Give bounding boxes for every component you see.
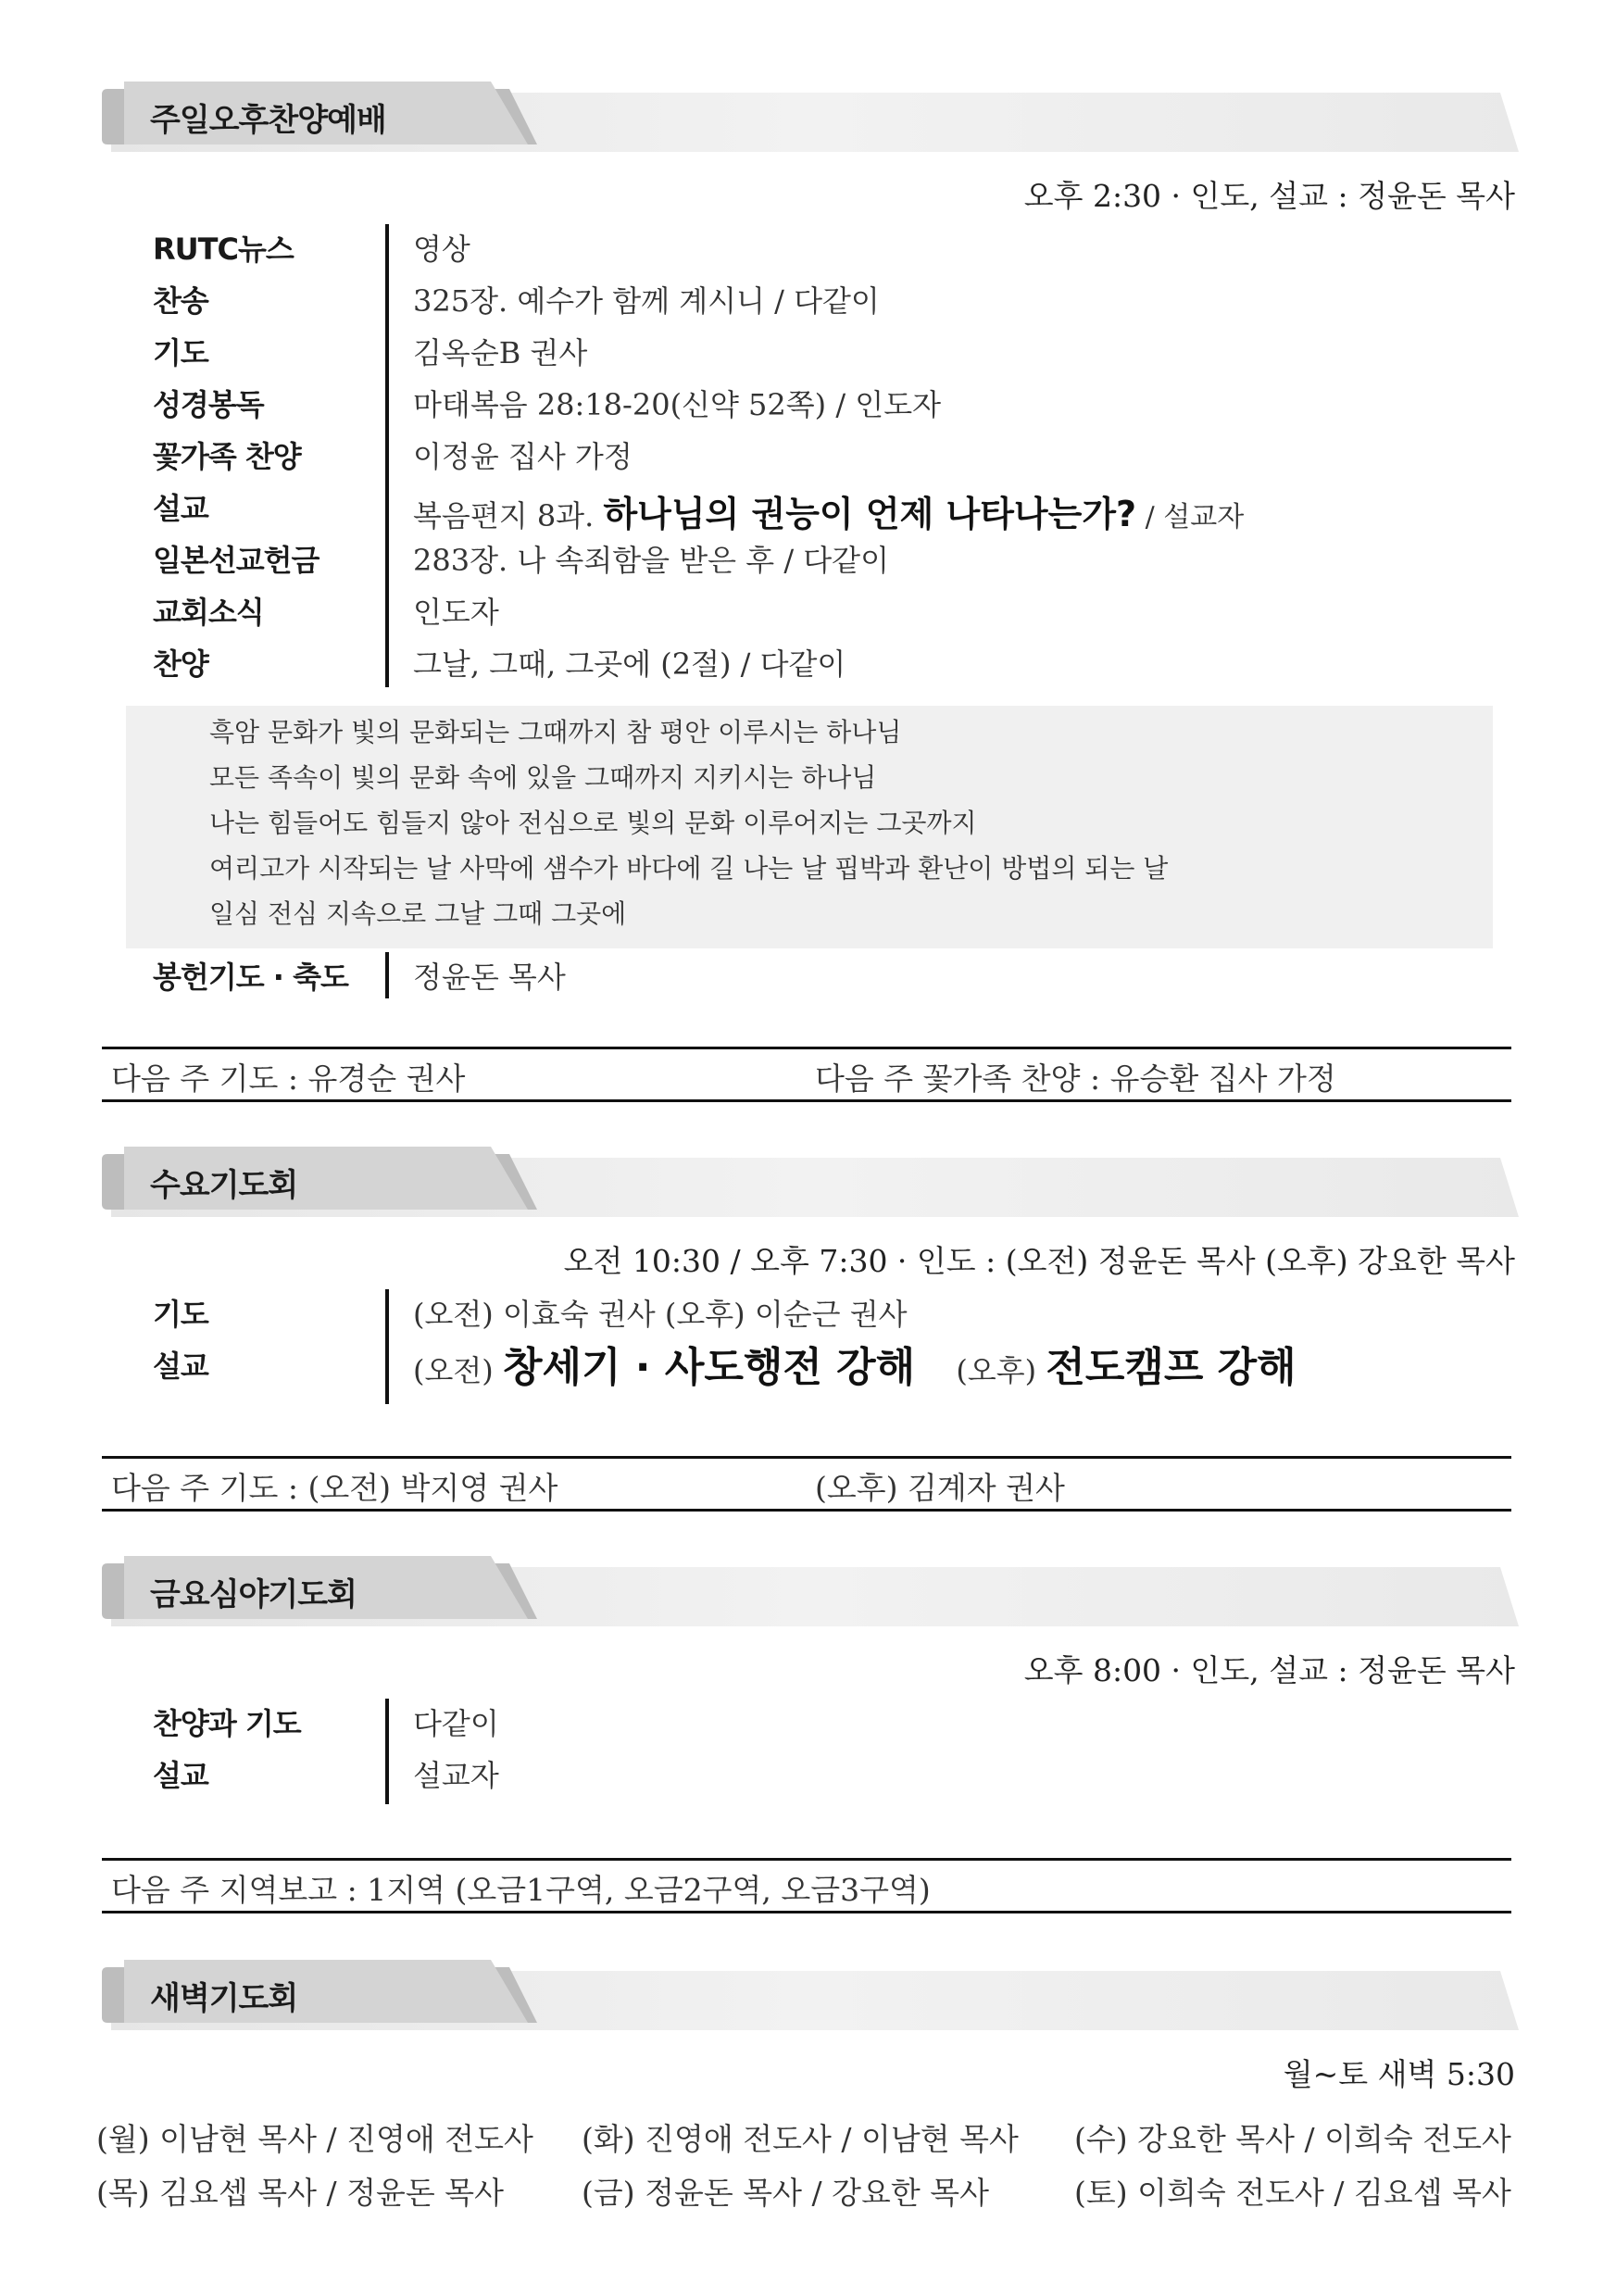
item-label: 교회소식 — [153, 595, 264, 630]
item-label: 기도 — [153, 1297, 208, 1332]
item-label: 일본선교헌금 — [153, 543, 319, 578]
section-title: 새벽기도회 — [150, 1980, 298, 2017]
sermon-value — [413, 1334, 1297, 1393]
item-value: 마태복음 28:18-20(신약 52쪽) / 인도자 — [413, 387, 942, 422]
section-header — [102, 1960, 1519, 2030]
next-week-prayer-pm: (오후) 김계자 권사 — [815, 1470, 1065, 1506]
item-label: RUTC뉴스 — [153, 232, 294, 267]
service-time: 오후 8:00 · 인도, 설교 : 정윤돈 목사 — [1023, 1652, 1515, 1688]
lyric-line: 여리고가 시작되는 날 사막에 샘수가 바다에 길 나는 날 핍박과 환난이 방법의 되는 날 — [209, 853, 1169, 884]
header-tab-shape — [102, 1147, 1519, 1217]
item-value: 이정윤 집사 가정 — [413, 439, 633, 474]
sunday-section — [102, 82, 1519, 215]
am-tag: (오전) — [413, 1353, 503, 1388]
sermon-title: 하나님의 권능이 언제 나타나는가? — [603, 494, 1137, 534]
wednesday-order — [102, 1287, 1519, 1399]
next-week-region-report: 다음 주 지역보고 : 1지역 (오금1구역, 오금2구역, 오금3구역) — [111, 1872, 931, 1908]
item-value: 정윤돈 목사 — [413, 960, 566, 995]
section-header — [102, 1147, 1519, 1217]
lyric-line: 모든 족속이 빛의 문화 속에 있을 그때까지 지키시는 하나님 — [209, 762, 877, 793]
service-time: 오후 2:30 · 인도, 설교 : 정윤돈 목사 — [1023, 178, 1515, 214]
item-label: 봉헌기도 · 축도 — [153, 960, 348, 995]
dawn-schedule-tue: (화) 진영애 전도사 / 이남현 목사 — [582, 2121, 1019, 2157]
pm-sermon-title: 전도캠프 강해 — [1046, 1344, 1297, 1391]
section-header — [102, 82, 1519, 152]
next-week-prayer: 다음 주 기도 : (오전) 박지영 권사 — [111, 1470, 558, 1506]
sermon-suffix: / 설교자 — [1136, 501, 1245, 533]
next-week-bar — [102, 1456, 1511, 1512]
section-title: 금요심야기도회 — [150, 1576, 357, 1613]
item-value: 설교자 — [413, 1758, 499, 1793]
dawn-section — [102, 1960, 1519, 2093]
item-value: 283장. 나 속죄함을 받은 후 / 다같이 — [413, 543, 890, 578]
service-time: 월~토 새벽 5:30 — [1283, 2056, 1515, 2092]
lyric-line: 나는 힘들어도 힘들지 않아 전심으로 빛의 문화 이루어지는 그곳까지 — [209, 808, 977, 838]
dawn-schedule-fri: (금) 정윤돈 목사 / 강요한 목사 — [582, 2175, 989, 2211]
next-week-bar — [102, 1858, 1511, 1913]
item-label: 설교 — [153, 491, 208, 526]
dawn-schedule-wed: (수) 강요한 목사 / 이희숙 전도사 — [1074, 2121, 1511, 2157]
item-value: 영상 — [413, 232, 470, 267]
item-label: 찬송 — [153, 283, 208, 319]
lyric-line: 일심 전심 지속으로 그날 그때 그곳에 — [209, 898, 627, 929]
friday-order — [102, 1697, 1519, 1800]
next-week-bar — [102, 1047, 1511, 1102]
section-header — [102, 1556, 1519, 1626]
service-time: 오전 10:30 / 오후 7:30 · 인도 : (오전) 정윤돈 목사 (오후) 강요한 목사 — [563, 1243, 1515, 1279]
item-label: 기도 — [153, 335, 208, 370]
sermon-value — [413, 485, 1244, 536]
item-label: 설교 — [153, 1349, 208, 1384]
item-label: 찬양 — [153, 646, 208, 682]
item-label: 설교 — [153, 1758, 208, 1793]
section-title: 수요기도회 — [150, 1167, 298, 1204]
dawn-schedule-mon: (월) 이남현 목사 / 진영애 전도사 — [96, 2121, 533, 2157]
lyric-line: 흑암 문화가 빛의 문화되는 그때까지 참 평안 이루시는 하나님 — [209, 717, 902, 747]
header-tab-shape — [102, 1960, 1519, 2030]
item-label: 찬양과 기도 — [153, 1706, 301, 1741]
item-value: 인도자 — [413, 595, 499, 630]
next-week-flower-family: 다음 주 꽃가족 찬양 : 유승환 집사 가정 — [815, 1060, 1336, 1097]
next-week-prayer: 다음 주 기도 : 유경순 권사 — [111, 1060, 466, 1097]
item-value: 김옥순B 권사 — [413, 335, 588, 370]
sunday-closing — [102, 947, 1519, 998]
lyrics-box — [126, 706, 1493, 948]
sermon-prefix: 복음편지 8과. — [413, 498, 604, 533]
pm-tag: (오후) — [956, 1353, 1046, 1388]
wednesday-section — [102, 1147, 1519, 1280]
sunday-order — [102, 222, 1519, 689]
section-title: 주일오후찬양예배 — [150, 102, 386, 139]
item-label: 성경봉독 — [153, 387, 264, 422]
am-sermon-title: 창세기 · 사도행전 강해 — [502, 1344, 916, 1391]
friday-section — [102, 1556, 1519, 1689]
item-value: 다같이 — [413, 1706, 499, 1741]
dawn-schedule-sat: (토) 이희숙 전도사 / 김요셉 목사 — [1074, 2175, 1511, 2211]
item-value: 그날, 그때, 그곳에 (2절) / 다같이 — [413, 646, 846, 682]
item-value: (오전) 이효숙 권사 (오후) 이순근 권사 — [413, 1297, 908, 1332]
item-label: 꽃가족 찬양 — [153, 439, 301, 474]
dawn-schedule-thu: (목) 김요셉 목사 / 정윤돈 목사 — [96, 2175, 504, 2211]
item-value: 325장. 예수가 함께 계시니 / 다같이 — [413, 283, 880, 319]
